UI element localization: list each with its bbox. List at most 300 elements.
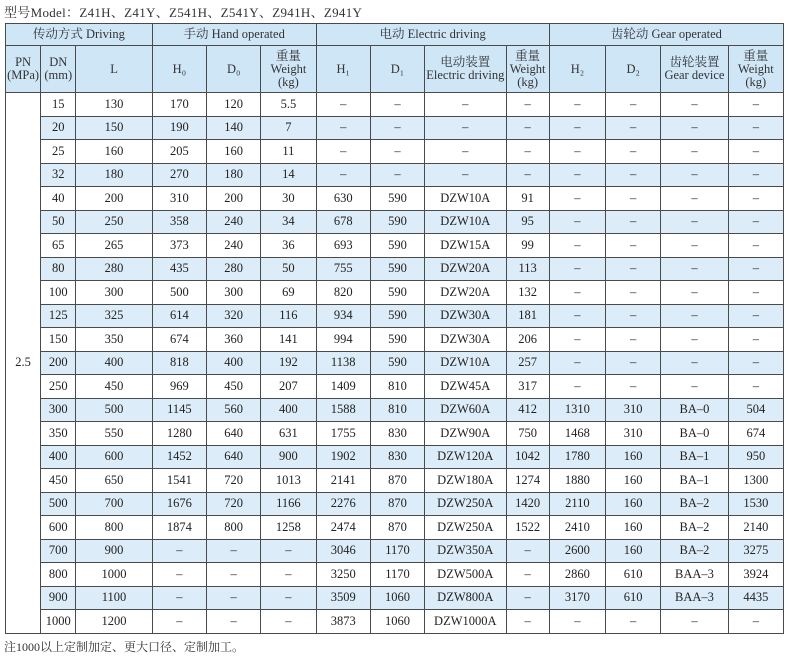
table-cell: 200 (76, 187, 152, 211)
table-cell: 140 (207, 116, 261, 140)
table-cell: – (506, 586, 549, 610)
col-h1: H₁ (316, 46, 370, 93)
table-cell: 30 (261, 187, 316, 211)
table-cell: DZW15A (425, 234, 506, 258)
table-cell: 830 (370, 422, 424, 446)
table-cell: DZW60A (425, 398, 506, 422)
table-cell: 640 (207, 422, 261, 446)
table-row (6, 234, 784, 258)
table-cell: 240 (207, 210, 261, 234)
table-cell: – (506, 93, 549, 117)
table-cell: – (152, 539, 206, 563)
table-cell: – (152, 610, 206, 634)
table-cell: 800 (41, 563, 76, 587)
table-cell: 610 (606, 563, 661, 587)
table-cell: – (207, 610, 261, 634)
table-cell: 412 (506, 398, 549, 422)
table-body (6, 93, 784, 634)
header-hand: 手动 Hand operated (152, 24, 316, 46)
table-cell: 600 (76, 445, 152, 469)
table-cell: – (549, 375, 605, 399)
table-cell: – (606, 93, 661, 117)
table-cell: BA–2 (661, 516, 728, 540)
col-pn: PN (MPa) (6, 46, 41, 93)
table-cell: 500 (152, 281, 206, 305)
table-cell: – (606, 116, 661, 140)
model-line: 型号Model：Z41H、Z41Y、Z541H、Z541Y、Z941H、Z941Y (4, 5, 363, 20)
table-cell: DZW1000A (425, 610, 506, 634)
table-cell: – (549, 234, 605, 258)
table-row (6, 257, 784, 281)
table-cell: 1755 (316, 422, 370, 446)
table-row (6, 304, 784, 328)
table-cell: 125 (41, 304, 76, 328)
table-cell: 1200 (76, 610, 152, 634)
table-cell: 900 (41, 586, 76, 610)
table-cell: – (728, 257, 783, 281)
table-cell: – (549, 610, 605, 634)
table-cell: – (728, 116, 783, 140)
pn-value: 2.5 (6, 93, 41, 634)
table-cell: – (606, 304, 661, 328)
table-cell: 800 (76, 516, 152, 540)
table-cell: – (728, 281, 783, 305)
table-cell: 450 (76, 375, 152, 399)
table-cell: DZW250A (425, 492, 506, 516)
table-cell: 950 (728, 445, 783, 469)
table-cell: – (661, 140, 728, 164)
table-cell: 504 (728, 398, 783, 422)
table-cell: 14 (261, 163, 316, 187)
table-cell: – (549, 351, 605, 375)
table-cell: – (261, 586, 316, 610)
table-cell: 180 (76, 163, 152, 187)
table-cell: 1676 (152, 492, 206, 516)
header-electric: 电动 Electric driving (316, 24, 549, 46)
table-cell: 700 (76, 492, 152, 516)
table-cell: 590 (370, 187, 424, 211)
table-cell: – (728, 304, 783, 328)
table-cell: BA–0 (661, 422, 728, 446)
table-cell: 820 (316, 281, 370, 305)
table-row (6, 140, 784, 164)
table-cell: DZW45A (425, 375, 506, 399)
table-cell: 614 (152, 304, 206, 328)
table-cell: 1000 (41, 610, 76, 634)
table-cell: – (506, 163, 549, 187)
table-cell: – (606, 328, 661, 352)
table-cell: – (661, 187, 728, 211)
table-cell: 934 (316, 304, 370, 328)
table-cell: 400 (207, 351, 261, 375)
table-cell: 2140 (728, 516, 783, 540)
table-cell: – (261, 563, 316, 587)
table-cell: 180 (207, 163, 261, 187)
table-cell: – (728, 187, 783, 211)
table-cell: 4435 (728, 586, 783, 610)
col-l: L (76, 46, 152, 93)
table-cell: 358 (152, 210, 206, 234)
table-cell: – (661, 93, 728, 117)
table-cell: 1522 (506, 516, 549, 540)
table-cell: 1170 (370, 563, 424, 587)
table-cell: – (728, 210, 783, 234)
table-cell: 350 (76, 328, 152, 352)
table-cell: DZW20A (425, 281, 506, 305)
table-cell: 200 (207, 187, 261, 211)
table-cell: – (425, 116, 506, 140)
table-cell: 810 (370, 375, 424, 399)
table-cell: 150 (41, 328, 76, 352)
table-cell: 1258 (261, 516, 316, 540)
table-cell: BAA–3 (661, 586, 728, 610)
table-cell: – (549, 304, 605, 328)
table-cell: – (425, 140, 506, 164)
table-cell: – (661, 163, 728, 187)
table-cell: 610 (606, 586, 661, 610)
table-cell: 750 (506, 422, 549, 446)
table-cell: – (728, 234, 783, 258)
table-cell: – (549, 116, 605, 140)
table-cell: – (152, 586, 206, 610)
table-cell: – (207, 539, 261, 563)
table-cell: 1874 (152, 516, 206, 540)
col-weight-hand: 重量 Weight (kg) (261, 46, 316, 93)
table-cell: 435 (152, 257, 206, 281)
col-dn: DN (mm) (41, 46, 76, 93)
table-cell: 1880 (549, 469, 605, 493)
table-row (6, 398, 784, 422)
table-cell: 207 (261, 375, 316, 399)
table-cell: DZW500A (425, 563, 506, 587)
table-cell: 320 (207, 304, 261, 328)
table-cell: – (728, 163, 783, 187)
table-cell: 130 (76, 93, 152, 117)
col-h2: H₂ (549, 46, 605, 93)
table-cell: 190 (152, 116, 206, 140)
table-cell: 1588 (316, 398, 370, 422)
table-cell: 160 (606, 516, 661, 540)
table-cell: – (549, 187, 605, 211)
table-cell: – (549, 93, 605, 117)
table-cell: – (506, 116, 549, 140)
table-cell: 80 (41, 257, 76, 281)
table-cell: – (606, 234, 661, 258)
table-cell: 1166 (261, 492, 316, 516)
table-cell: 590 (370, 328, 424, 352)
table-cell: 250 (41, 375, 76, 399)
table-cell: 969 (152, 375, 206, 399)
table-cell: 550 (76, 422, 152, 446)
table-cell: – (549, 140, 605, 164)
table-cell: 1530 (728, 492, 783, 516)
table-cell: 1100 (76, 586, 152, 610)
table-row (6, 516, 784, 540)
table-cell: – (661, 375, 728, 399)
table-cell: – (728, 328, 783, 352)
table-cell: 50 (261, 257, 316, 281)
col-weight-gear: 重量 Weight (kg) (728, 46, 783, 93)
table-cell: – (316, 93, 370, 117)
table-cell: 1310 (549, 398, 605, 422)
table-cell: 160 (207, 140, 261, 164)
table-cell: 870 (370, 516, 424, 540)
table-cell: DZW20A (425, 257, 506, 281)
table-cell: 200 (41, 351, 76, 375)
table-cell: – (370, 163, 424, 187)
table-cell: 3046 (316, 539, 370, 563)
table-cell: 500 (76, 398, 152, 422)
table-cell: DZW90A (425, 422, 506, 446)
table-cell: 1013 (261, 469, 316, 493)
table-cell: – (606, 610, 661, 634)
table-cell: 1409 (316, 375, 370, 399)
table-cell: – (549, 257, 605, 281)
table-cell: 693 (316, 234, 370, 258)
table-cell: 2276 (316, 492, 370, 516)
table-cell: 1468 (549, 422, 605, 446)
table-cell: – (661, 116, 728, 140)
table-cell: 34 (261, 210, 316, 234)
table-cell: 755 (316, 257, 370, 281)
table-cell: – (207, 563, 261, 587)
table-cell: 1420 (506, 492, 549, 516)
table-cell: – (606, 375, 661, 399)
table-cell: 678 (316, 210, 370, 234)
table-cell: 700 (41, 539, 76, 563)
table-cell: 120 (207, 93, 261, 117)
table-cell: 2110 (549, 492, 605, 516)
table-cell: 1000 (76, 563, 152, 587)
footnote: 注1000以上定制加定、更大口径、定制加工。 (4, 640, 245, 654)
header-gear: 齿轮动 Gear operated (549, 24, 783, 46)
table-cell: 720 (207, 492, 261, 516)
table-cell: BA–0 (661, 398, 728, 422)
table-cell: 1452 (152, 445, 206, 469)
table-cell: 590 (370, 304, 424, 328)
table-cell: 150 (76, 116, 152, 140)
table-cell: – (506, 539, 549, 563)
table-cell: DZW250A (425, 516, 506, 540)
col-d2: D₂ (606, 46, 661, 93)
table-cell: – (549, 210, 605, 234)
table-cell: 1300 (728, 469, 783, 493)
table-row (6, 163, 784, 187)
table-cell: – (152, 563, 206, 587)
table-cell: 600 (41, 516, 76, 540)
table-cell: 270 (152, 163, 206, 187)
table-cell: – (606, 281, 661, 305)
table-cell: DZW30A (425, 328, 506, 352)
table-cell: DZW350A (425, 539, 506, 563)
table-cell: – (661, 351, 728, 375)
table-cell: – (728, 93, 783, 117)
table-cell: – (661, 234, 728, 258)
table-cell: DZW800A (425, 586, 506, 610)
table-cell: 590 (370, 257, 424, 281)
table-cell: 280 (76, 257, 152, 281)
header-driving: 传动方式 Driving (6, 24, 153, 46)
table-cell: 160 (76, 140, 152, 164)
table-cell: 1060 (370, 586, 424, 610)
table-cell: 205 (152, 140, 206, 164)
table-cell: 450 (41, 469, 76, 493)
table-row (6, 351, 784, 375)
table-cell: BAA–3 (661, 563, 728, 587)
table-cell: 160 (606, 539, 661, 563)
table-cell: 1280 (152, 422, 206, 446)
table-cell: 132 (506, 281, 549, 305)
table-cell: 36 (261, 234, 316, 258)
table-cell: 11 (261, 140, 316, 164)
table-cell: – (549, 281, 605, 305)
table-cell: DZW10A (425, 187, 506, 211)
table-cell: – (661, 281, 728, 305)
table-cell: 1274 (506, 469, 549, 493)
table-cell: – (316, 140, 370, 164)
table-cell: 160 (606, 469, 661, 493)
table-cell: 1138 (316, 351, 370, 375)
table-row (6, 93, 784, 117)
table-cell: 113 (506, 257, 549, 281)
table-cell: 160 (606, 492, 661, 516)
table-cell: 2410 (549, 516, 605, 540)
table-cell: 240 (207, 234, 261, 258)
table-cell: 317 (506, 375, 549, 399)
table-cell: 160 (606, 445, 661, 469)
table-cell: 7 (261, 116, 316, 140)
table-cell: 181 (506, 304, 549, 328)
table-row (6, 422, 784, 446)
table-cell: – (661, 304, 728, 328)
table-cell: – (425, 163, 506, 187)
col-d0: D₀ (207, 46, 261, 93)
table-cell: DZW180A (425, 469, 506, 493)
table-cell: 20 (41, 116, 76, 140)
table-cell: – (506, 563, 549, 587)
table-cell: DZW30A (425, 304, 506, 328)
table-cell: – (661, 210, 728, 234)
table-cell: 2860 (549, 563, 605, 587)
table-cell: 2141 (316, 469, 370, 493)
table-cell: 1902 (316, 445, 370, 469)
table-cell: 590 (370, 281, 424, 305)
table-cell: DZW10A (425, 351, 506, 375)
table-cell: 3250 (316, 563, 370, 587)
table-cell: 400 (76, 351, 152, 375)
table-cell: 310 (606, 422, 661, 446)
table-cell: 257 (506, 351, 549, 375)
table-cell: 350 (41, 422, 76, 446)
table-cell: 310 (152, 187, 206, 211)
table-cell: 360 (207, 328, 261, 352)
table-cell: 674 (728, 422, 783, 446)
table-cell: 631 (261, 422, 316, 446)
table-cell: 25 (41, 140, 76, 164)
table-cell: – (316, 116, 370, 140)
table-cell: 640 (207, 445, 261, 469)
table-cell: BA–1 (661, 469, 728, 493)
table-cell: 590 (370, 351, 424, 375)
table-cell: 650 (76, 469, 152, 493)
table-cell: – (316, 163, 370, 187)
table-cell: 300 (76, 281, 152, 305)
table-cell: 1145 (152, 398, 206, 422)
table-cell: 40 (41, 187, 76, 211)
table-cell: – (506, 610, 549, 634)
table-cell: – (606, 140, 661, 164)
table-cell: 994 (316, 328, 370, 352)
table-cell: 300 (207, 281, 261, 305)
table-row (6, 116, 784, 140)
table-cell: – (606, 163, 661, 187)
table-cell: – (728, 610, 783, 634)
table-cell: 32 (41, 163, 76, 187)
table-cell: BA–2 (661, 492, 728, 516)
table-row (6, 469, 784, 493)
table-cell: DZW120A (425, 445, 506, 469)
table-row (6, 375, 784, 399)
table-cell: 590 (370, 210, 424, 234)
spec-table (5, 23, 784, 634)
table-cell: 630 (316, 187, 370, 211)
table-cell: 69 (261, 281, 316, 305)
table-cell: 674 (152, 328, 206, 352)
table-row (6, 281, 784, 305)
table-row (6, 328, 784, 352)
table-cell: 2474 (316, 516, 370, 540)
table-cell: – (606, 257, 661, 281)
table-cell: 500 (41, 492, 76, 516)
table-cell: – (728, 375, 783, 399)
table-cell: 3170 (549, 586, 605, 610)
table-cell: 170 (152, 93, 206, 117)
table-cell: 300 (41, 398, 76, 422)
table-cell: 800 (207, 516, 261, 540)
table-cell: – (728, 140, 783, 164)
table-cell: 900 (261, 445, 316, 469)
col-gear-device: 齿轮装置 Gear device (661, 46, 728, 93)
table-cell: 192 (261, 351, 316, 375)
table-cell: – (606, 210, 661, 234)
table-cell: 450 (207, 375, 261, 399)
table-cell: 830 (370, 445, 424, 469)
table-row (6, 610, 784, 634)
table-cell: 870 (370, 469, 424, 493)
table-cell: 15 (41, 93, 76, 117)
table-cell: 3924 (728, 563, 783, 587)
table-cell: BA–2 (661, 539, 728, 563)
table-cell: – (506, 140, 549, 164)
table-cell: DZW10A (425, 210, 506, 234)
table-cell: 310 (606, 398, 661, 422)
table-cell: – (370, 116, 424, 140)
table-row (6, 210, 784, 234)
table-cell: – (606, 187, 661, 211)
table-cell: 1780 (549, 445, 605, 469)
table-cell: 206 (506, 328, 549, 352)
table-cell: 325 (76, 304, 152, 328)
table-cell: 2600 (549, 539, 605, 563)
table-cell: 810 (370, 398, 424, 422)
table-cell: BA–1 (661, 445, 728, 469)
table-cell: 560 (207, 398, 261, 422)
table-cell: – (549, 328, 605, 352)
table-cell: 280 (207, 257, 261, 281)
table-cell: – (370, 140, 424, 164)
table-row (6, 586, 784, 610)
table-cell: 818 (152, 351, 206, 375)
